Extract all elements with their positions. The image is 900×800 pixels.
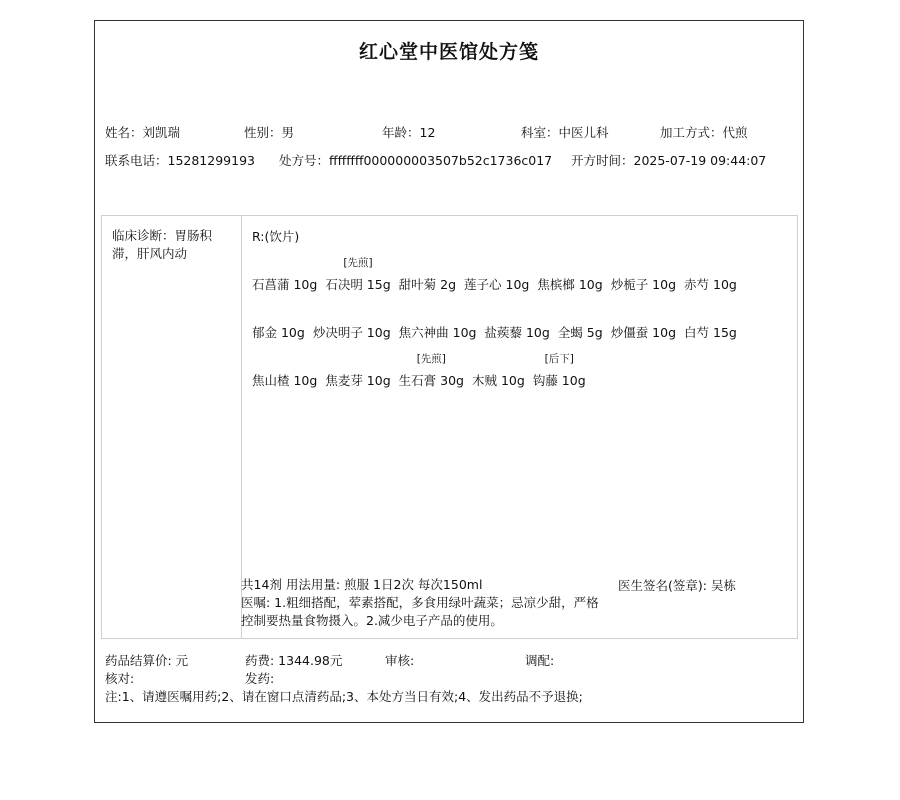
- herb-name: 炒僵蚕 10g: [610, 325, 677, 340]
- patient-gender: 性别：男: [244, 125, 295, 140]
- herb-name: 郁金 10g: [252, 325, 305, 340]
- herb-name: 焦槟榔 10g: [537, 277, 603, 292]
- herb-name: 焦六神曲 10g: [398, 325, 477, 340]
- patient-age: 年龄：12: [382, 125, 436, 140]
- advice-line-2: 控制要热量食物摄入。2.减少电子产品的使用。: [241, 613, 503, 628]
- herb-name: 全蝎 5g: [557, 325, 603, 340]
- advice-line-1: 医嘱: 1.粗细搭配，荤素搭配，多食用绿叶蔬菜；忌凉少甜，严格: [241, 595, 599, 610]
- herb-item: [611, 275, 676, 293]
- usage-block: [241, 576, 621, 630]
- herb-item: [325, 257, 391, 293]
- drug-settlement-price: 药品结算价: 元: [105, 653, 189, 668]
- herb-name: 石决明 15g: [325, 277, 391, 292]
- herb-item: [558, 323, 603, 341]
- dispense-field: 发药:: [245, 671, 275, 686]
- herb-name: 木贼 10g: [471, 373, 525, 388]
- herb-item: [464, 275, 529, 293]
- dispense-mix-field: 调配:: [525, 653, 555, 668]
- footer-notice: 注:1、请遵医嘱用药;2、请在窗口点清药品;3、本处方当日有效;4、发出药品不予退换;: [105, 689, 583, 704]
- herb-item: [684, 275, 737, 293]
- prescription-sheet: [94, 20, 804, 723]
- clinical-diagnosis: 临床诊断：胃肠积滞，肝风内动: [112, 228, 213, 261]
- column-divider: [241, 216, 242, 638]
- contact-phone: 联系电话：15281299193: [105, 153, 255, 168]
- herb-note: [后下]: [544, 353, 574, 365]
- herb-item: [399, 275, 456, 293]
- herb-name: 赤芍 10g: [684, 277, 737, 292]
- check-field: 核对:: [105, 671, 135, 686]
- herb-name: 炒栀子 10g: [610, 277, 677, 292]
- herb-item: [398, 353, 464, 389]
- processing-method: 加工方式：代煎: [660, 125, 748, 140]
- herb-item: [399, 323, 477, 341]
- herb-name: 白芍 15g: [684, 325, 737, 340]
- herb-name: 莲子心 10g: [464, 277, 530, 292]
- herb-item: [252, 275, 317, 293]
- herb-item: [313, 323, 391, 341]
- herb-name: 盐蒺藜 10g: [484, 325, 550, 340]
- patient-name: 姓名：刘凯瑞: [105, 125, 181, 140]
- herb-name: 生石膏 30g: [398, 373, 464, 388]
- herb-row: [252, 257, 745, 293]
- doctor-signature: 医生签名(签章): 吴栋: [618, 578, 736, 593]
- herb-name: 甜叶菊 2g: [398, 277, 457, 292]
- herb-name: 炒决明子 10g: [312, 325, 391, 340]
- herb-name: 焦山楂 10g: [252, 373, 318, 388]
- herb-name: 石菖蒲 10g: [252, 277, 318, 292]
- usage-dosage: 共14剂 用法用量: 煎服 1日2次 每次150ml: [241, 577, 483, 592]
- herb-item: [472, 371, 525, 389]
- herb-item: [252, 371, 317, 389]
- herb-item: [537, 275, 602, 293]
- herb-item: [532, 353, 586, 389]
- prescription-body: [101, 215, 798, 639]
- herb-item: [325, 371, 390, 389]
- herb-note: [先煎]: [343, 257, 373, 269]
- review-field: 审核:: [385, 653, 415, 668]
- issue-time: 开方时间：2025-07-19 09:44:07: [571, 153, 767, 168]
- page-title: 红心堂中医馆处方笺: [358, 41, 539, 63]
- prescription-number: 处方号：ffffffff000000003507b52c1736c017: [279, 153, 553, 168]
- herb-name: 焦麦芽 10g: [325, 373, 391, 388]
- herb-note: [先煎]: [416, 353, 446, 365]
- herb-item: [252, 323, 305, 341]
- herb-row: [252, 323, 745, 341]
- herb-row: [252, 353, 594, 389]
- herb-item: [684, 323, 737, 341]
- drug-fee: 药费: 1344.98元: [245, 653, 343, 668]
- herb-item: [484, 323, 549, 341]
- rx-header: R:(饮片): [252, 229, 300, 244]
- department: 科室：中医儿科: [521, 125, 609, 140]
- herb-name: 钩藤 10g: [532, 373, 586, 388]
- herb-item: [611, 323, 676, 341]
